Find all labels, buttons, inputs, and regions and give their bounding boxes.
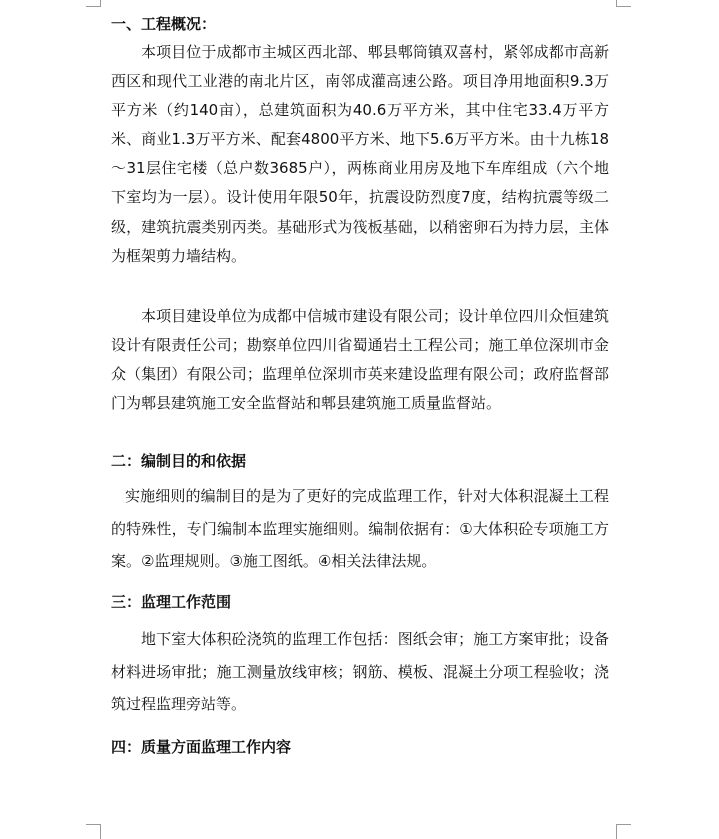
section-heading-overview: 一、工程概况： [111, 15, 217, 33]
section-heading-scope: 三：监理工作范围 [111, 593, 232, 611]
margin-corner-mark-top-left [86, 0, 101, 7]
paragraph-project-location: 本项目位于成都市主城区西北部、郫县郫筒镇双喜村，紧邻成都市高新西区和现代工业港的南北片区，南邻成灌高速公路。项目净用地面积9.3万平方米（约140亩），总建筑面积为40.6万平方米，其中住宅33.4万平方米、商业1.3万平方米、配套4800平方米、地下5.6万平方米。由十九栋18～31层住宅楼（总户数3685户），两栋商业用房及地下车库组成（六个地下室均为一层）。设计使用年限50年，抗震设防烈度7度，结构抗震等级二级，建筑抗震类别丙类。基础形式为筏板基础，以稍密卵石为持力层，主体为框架剪力墙结构。 [111, 43, 609, 265]
paragraph-project-parties: 本项目建设单位为成都中信城市建设有限公司；设计单位四川众恒建筑设计有限责任公司；勘察单位四川省蜀通岩土工程公司；施工单位深圳市金众（集团）有限公司；监理单位深圳市英来建设监理有限公司；政府监督部门为郫县建筑施工安全监督站和郫县建筑施工质量监督站。 [111, 307, 609, 413]
margin-corner-mark-top-right [616, 0, 631, 7]
document-body [111, 11, 609, 760]
paragraph-scope-content: 地下室大体积砼浇筑的监理工作包括：图纸会审；施工方案审批；设备材料进场审批；施工测量放线审核；钢筋、模板、混凝土分项工程验收；浇筑过程监理旁站等。 [111, 630, 609, 714]
section-heading-quality: 四：质量方面监理工作内容 [111, 738, 292, 756]
section-heading-purpose: 二：编制目的和依据 [111, 452, 247, 470]
margin-corner-mark-bottom-left [86, 824, 101, 839]
paragraph-purpose-basis: 实施细则的编制目的是为了更好的完成监理工作，针对大体积混凝土工程的特殊性，专门编制本监理实施细则。编制依据有：①大体积砼专项施工方案。②监理规则。③施工图纸。④相关法律法规。 [111, 487, 609, 571]
margin-corner-mark-bottom-right [616, 824, 631, 839]
